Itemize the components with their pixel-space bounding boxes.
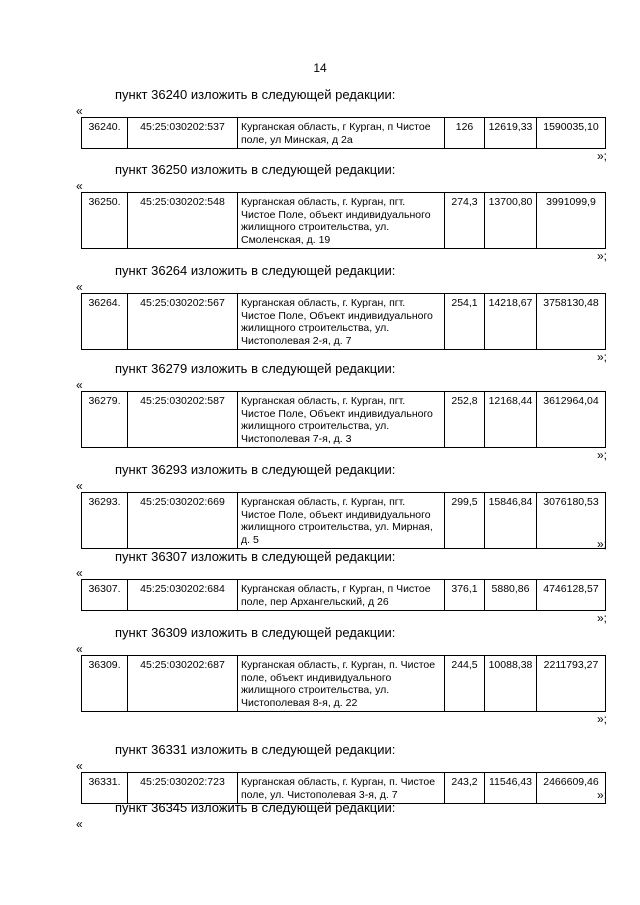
close-quote: »; (597, 249, 608, 263)
table-row (82, 392, 606, 448)
area-value: 254,1 (445, 294, 485, 350)
table-row (82, 656, 606, 712)
unit-rate: 12619,33 (485, 118, 537, 149)
cadastral-number: 45:25:030202:684 (128, 580, 238, 611)
cadastral-value: 3076180,53 (537, 493, 606, 549)
object-address: Курганская область, г Курган, п Чистое поле, пер Архангельский, д 26 (238, 580, 445, 611)
table-row (82, 773, 606, 804)
area-value: 243,2 (445, 773, 485, 804)
unit-rate: 14218,67 (485, 294, 537, 350)
area-value: 376,1 (445, 580, 485, 611)
open-quote: « (76, 817, 83, 831)
cadastral-number: 45:25:030202:567 (128, 294, 238, 350)
cadastral-number: 45:25:030202:587 (128, 392, 238, 448)
table-row (82, 294, 606, 350)
close-quote: »; (597, 611, 608, 625)
unit-rate: 11546,43 (485, 773, 537, 804)
open-quote: « (76, 479, 83, 493)
register-table (81, 192, 606, 249)
amendment-heading: пункт 36345 изложить в следующей редакции: (115, 800, 396, 815)
row-number: 36279. (82, 392, 128, 448)
page-number: 14 (313, 61, 327, 75)
close-quote: »; (597, 448, 608, 462)
cadastral-value: 3758130,48 (537, 294, 606, 350)
open-quote: « (76, 179, 83, 193)
row-number: 36264. (82, 294, 128, 350)
cadastral-value: 4746128,57 (537, 580, 606, 611)
area-value: 274,3 (445, 193, 485, 249)
cadastral-value: 2211793,27 (537, 656, 606, 712)
row-number: 36309. (82, 656, 128, 712)
object-address: Курганская область, г. Курган, п. Чистое поле, объект индивидуального жилищного строительства, ул. Чистополевая 8-я, д. 22 (238, 656, 445, 712)
register-table (81, 117, 606, 149)
cadastral-number: 45:25:030202:723 (128, 773, 238, 804)
area-value: 126 (445, 118, 485, 149)
area-value: 299,5 (445, 493, 485, 549)
open-quote: « (76, 759, 83, 773)
cadastral-value: 1590035,10 (537, 118, 606, 149)
amendment-heading: пункт 36293 изложить в следующей редакции: (115, 462, 396, 477)
amendment-heading: пункт 36279 изложить в следующей редакции: (115, 361, 396, 376)
row-number: 36307. (82, 580, 128, 611)
table-row (82, 493, 606, 549)
open-quote: « (76, 566, 83, 580)
amendment-heading: пункт 36240 изложить в следующей редакции: (115, 87, 396, 102)
close-quote: »; (597, 788, 608, 802)
cadastral-number: 45:25:030202:687 (128, 656, 238, 712)
object-address: Курганская область, г. Курган, п. Чистое поле, ул. Чистополевая 3-я, д. 7 (238, 773, 445, 804)
register-table (81, 293, 606, 350)
amendment-heading: пункт 36264 изложить в следующей редакции: (115, 263, 396, 278)
cadastral-value: 2466609,46 (537, 773, 606, 804)
table-row (82, 580, 606, 611)
amendment-heading: пункт 36307 изложить в следующей редакции: (115, 549, 396, 564)
amendment-heading: пункт 36309 изложить в следующей редакции: (115, 625, 396, 640)
row-number: 36293. (82, 493, 128, 549)
open-quote: « (76, 642, 83, 656)
cadastral-number: 45:25:030202:548 (128, 193, 238, 249)
register-table (81, 391, 606, 448)
object-address: Курганская область, г Курган, п Чистое поле, ул Минская, д 2а (238, 118, 445, 149)
unit-rate: 5880,86 (485, 580, 537, 611)
object-address: Курганская область, г. Курган, пгт. Чистое Поле, Объект индивидуального жилищного строительства, ул. Чистополевая 7-я, д. 3 (238, 392, 445, 448)
row-number: 36240. (82, 118, 128, 149)
area-value: 244,5 (445, 656, 485, 712)
object-address: Курганская область, г. Курган, пгт. Чистое Поле, объект индивидуального жилищного строительства, ул. Мирная, д. 5 (238, 493, 445, 549)
close-quote: »; (597, 712, 608, 726)
row-number: 36331. (82, 773, 128, 804)
cadastral-number: 45:25:030202:537 (128, 118, 238, 149)
close-quote: »; (597, 537, 608, 551)
amendment-heading: пункт 36250 изложить в следующей редакции: (115, 162, 396, 177)
close-quote: »; (597, 149, 608, 163)
open-quote: « (76, 280, 83, 294)
object-address: Курганская область, г. Курган, пгт. Чистое Поле, Объект индивидуального жилищного строительства, ул. Чистополевая 2-я, д. 7 (238, 294, 445, 350)
close-quote: »; (597, 350, 608, 364)
register-table (81, 655, 606, 712)
table-row (82, 118, 606, 149)
unit-rate: 12168,44 (485, 392, 537, 448)
open-quote: « (76, 104, 83, 118)
cadastral-value: 3991099,9 (537, 193, 606, 249)
unit-rate: 10088,38 (485, 656, 537, 712)
amendment-heading: пункт 36331 изложить в следующей редакции: (115, 742, 396, 757)
table-row (82, 193, 606, 249)
register-table (81, 492, 606, 549)
row-number: 36250. (82, 193, 128, 249)
cadastral-number: 45:25:030202:669 (128, 493, 238, 549)
open-quote: « (76, 378, 83, 392)
area-value: 252,8 (445, 392, 485, 448)
register-table (81, 579, 606, 611)
unit-rate: 15846,84 (485, 493, 537, 549)
object-address: Курганская область, г. Курган, пгт. Чистое Поле, объект индивидуального жилищного строительства, ул. Смоленская, д. 19 (238, 193, 445, 249)
cadastral-value: 3612964,04 (537, 392, 606, 448)
unit-rate: 13700,80 (485, 193, 537, 249)
